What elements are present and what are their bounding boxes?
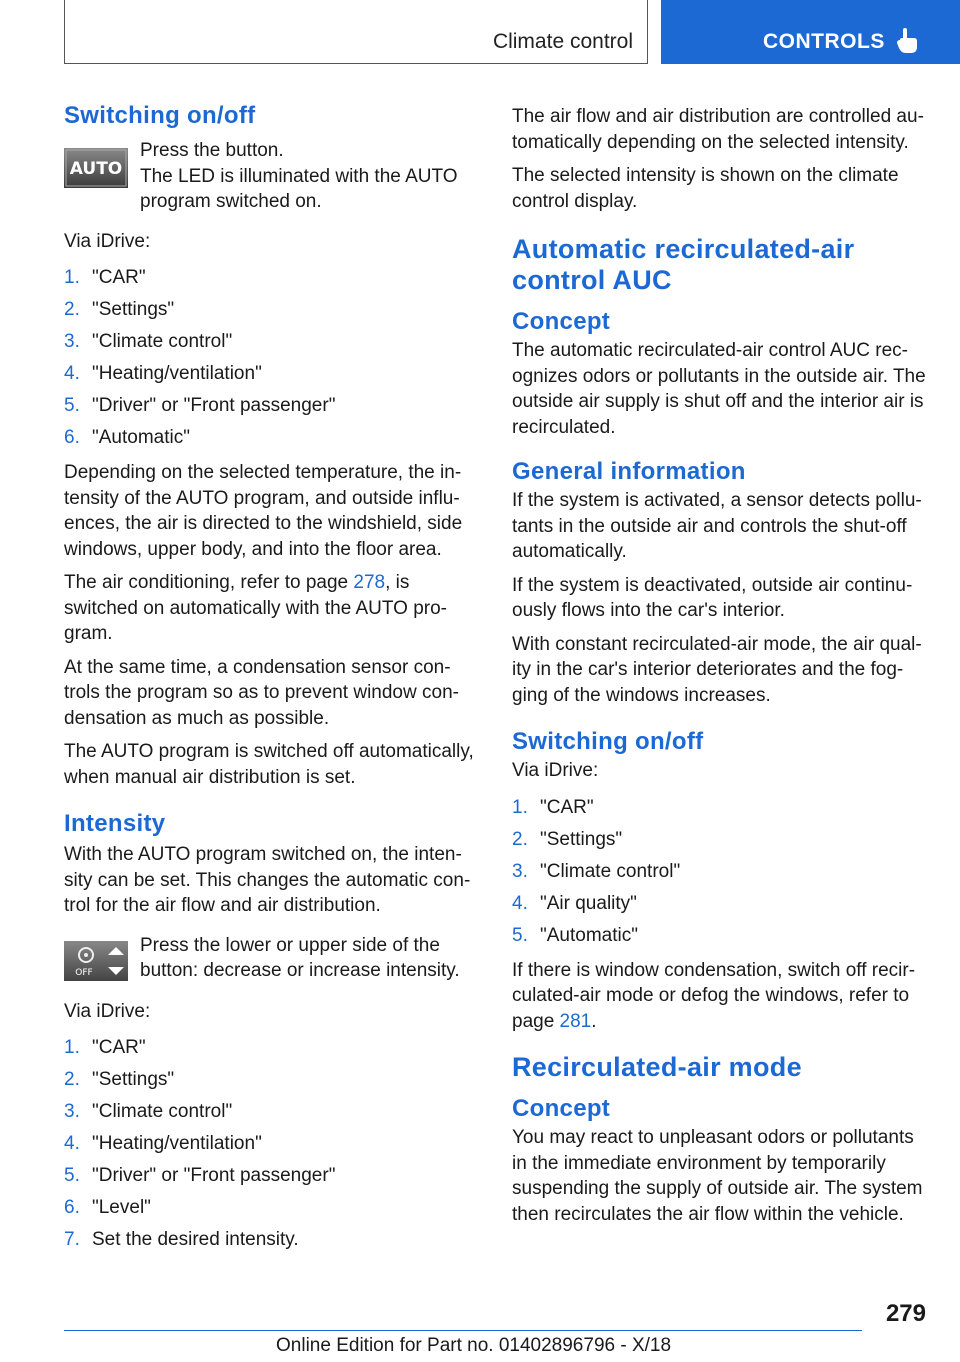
list-item-text: "CAR" [92,1037,146,1058]
list-item [512,792,930,824]
para-constant-recirc: With constant recirculated-air mode, the air quality in the car's interior deteriorates and the fogging of the windows increases. [512,633,922,706]
via-idrive-label-right: Via iDrive: [512,760,599,781]
concept-heading: Concept [512,308,611,335]
concept-heading-2: Concept [512,1095,611,1122]
list-item-text: Set the desired intensity. [92,1229,299,1250]
left-column [64,100,474,1262]
list-item [64,1192,474,1224]
pointing-hand-icon [897,28,919,59]
chapter-tab-label: CONTROLS [763,30,885,53]
press-lower-upper-text: Press the lower or upper side of the button: decrease or increase intensity. [140,934,460,981]
list-item-text: "Level" [92,1197,151,1218]
list-item-text: "Heating/ventilation" [92,363,262,384]
para-auc-concept: The automatic recirculated-air control AUC recognizes odors or pollutants in the outside air. The outside air supply is shut off and the interior air is recirculated. [512,340,926,438]
intensity-heading: Intensity [64,810,166,837]
list-item-text: "Climate control" [540,860,681,882]
list-item [512,824,930,856]
list-item-number: 3. [512,860,528,882]
para-deactivated: If the system is deactivated, outside air continuously flows into the car's interior. [512,574,913,621]
list-item-text: "Heating/ventilation" [92,1133,262,1154]
auc-heading: Automatic recirculated-air control AUC [512,234,855,295]
general-information-heading: General information [512,458,746,485]
right-column [512,104,930,1235]
list-item-number: 4. [512,892,528,914]
footer-rule [64,1330,862,1331]
list-item-number: 6. [64,427,80,448]
list-item-number: 3. [64,331,80,352]
press-button-text: Press the button. [140,140,284,161]
para-intensity: With the AUTO program switched on, the intensity can be set. This changes the automatic control for the air flow and air distribution. [64,844,471,916]
list-item [64,1064,474,1096]
para-air-conditioning: The air conditioning, refer to page 278, is switched on automatically with the AUTO program. [64,572,447,644]
list-item-text: "CAR" [92,267,146,288]
list-item [64,326,474,358]
list-item [512,888,930,920]
list-item-number: 7. [64,1229,80,1250]
para-condensation-sensor: At the same time, a condensation sensor controls the program so as to prevent window condensation as much as possible. [64,656,459,729]
para-switched-off: The AUTO program is switched off automatically, when manual air distribution is set. [64,741,474,788]
para-window-condensation: If there is window condensation, switch off recirculated-air mode or defog the windows, refer to page 281. [512,959,916,1032]
list-item-text: "Automatic" [540,924,638,946]
para-recirc-concept: You may react to unpleasant odors or pollutants in the immediate environment by temporarily suspending the supply of outside air. The system then recirculates the air flow within the vehicle. [512,1127,923,1225]
list-item-number: 4. [64,1133,80,1154]
list-item [512,920,930,952]
list-item-text: "Settings" [92,1069,175,1090]
list-item-text: "Climate control" [92,331,233,352]
para-intensity-shown: The selected intensity is shown on the climate control display. [512,165,899,212]
list-item-number: 6. [64,1197,80,1218]
list-item-text: "Settings" [92,299,175,320]
list-item-number: 1. [512,796,528,818]
list-item-number: 5. [64,395,80,416]
list-item-text: "Settings" [540,828,623,850]
switching-heading: Switching on/off [64,102,256,129]
list-item-number: 4. [64,363,80,384]
para-depending: Depending on the selected temperature, the intensity of the AUTO program, and outside influences, the air is directed to the windshield, side windows, upper body, and into the floor area. [64,462,463,560]
recirculated-air-heading: Recirculated-air mode [512,1052,802,1082]
list-item-text: "Air quality" [540,892,637,914]
header-section-box [64,0,648,64]
para-activated: If the system is activated, a sensor detects pollutants in the outside air and controls the shut-off automatically. [512,490,922,562]
list-item [64,1096,474,1128]
list-item [64,1160,474,1192]
svg-text:OFF: OFF [75,967,93,978]
list-item-text: "Automatic" [92,427,190,448]
para-airflow: The air flow and air distribution are controlled automatically depending on the selected intensity. [512,106,924,153]
fan-intensity-button-icon [64,941,128,986]
list-item [64,262,474,294]
auto-button-row [64,138,474,215]
list-item [64,1032,474,1064]
section-title: Climate control [492,30,633,53]
list-item [64,358,474,390]
via-idrive-label: Via iDrive: [64,230,151,252]
footer-edition-text: Online Edition for Part no. 01402896796 - X/18 [276,1335,672,1356]
page-link-278[interactable]: 278 [353,572,386,593]
list-item-number: 3. [64,1101,80,1122]
auto-button-icon [64,148,128,193]
list-item-number: 2. [512,828,528,850]
led-text: The LED is illuminated with the AUTO program switched on. [140,165,458,212]
idrive-steps-air-quality [512,792,930,952]
list-item [64,1224,474,1256]
list-item-number: 2. [64,299,80,320]
svg-text:AUTO: AUTO [69,159,123,179]
list-item-text: "Driver" or "Front passenger" [92,1165,336,1186]
list-item [64,390,474,422]
list-item-text: "Climate control" [92,1101,233,1122]
list-item [64,422,474,454]
list-item [64,1128,474,1160]
idrive-steps-intensity [64,1032,474,1256]
list-item-number: 2. [64,1069,80,1090]
idrive-steps-auto [64,262,474,454]
intensity-button-row [64,933,474,989]
list-item [512,856,930,888]
list-item-number: 5. [512,924,528,946]
list-item-text: "Driver" or "Front passenger" [92,395,336,416]
list-item [64,294,474,326]
list-item-number: 1. [64,1037,80,1058]
list-item-text: "CAR" [540,796,594,818]
switching-heading-right: Switching on/off [512,728,704,755]
list-item-number: 1. [64,267,80,288]
page-link-281[interactable]: 281 [559,1010,592,1032]
page-number: 279 [885,1300,926,1327]
via-idrive-label-2: Via iDrive: [64,1000,151,1022]
chapter-tab[interactable] [661,0,960,64]
list-item-number: 5. [64,1165,80,1186]
